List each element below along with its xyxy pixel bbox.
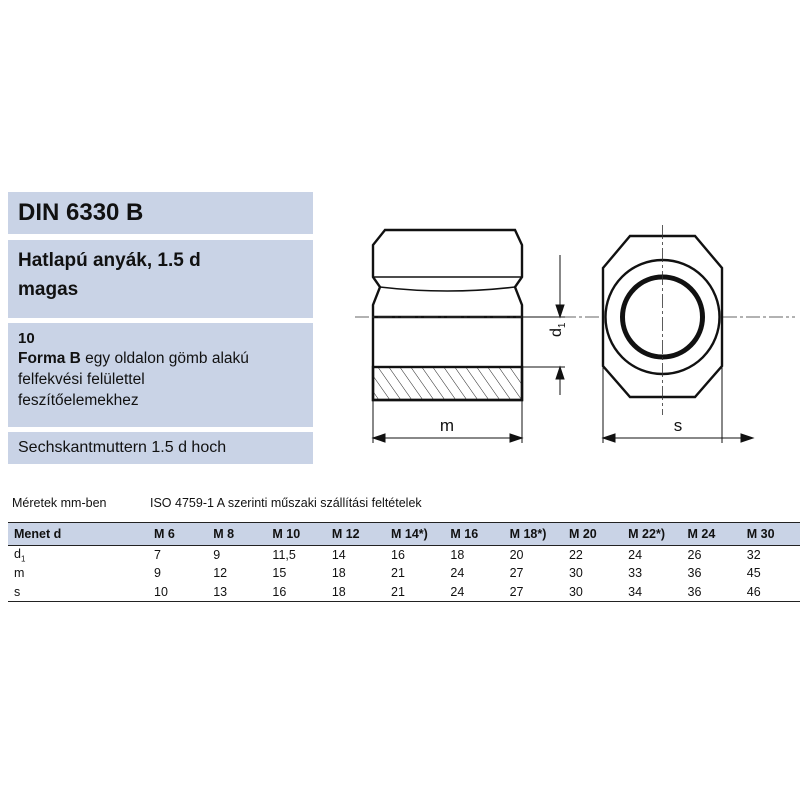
table-cell: 22 (568, 548, 583, 562)
table-cell: 9 (213, 548, 221, 562)
row-label: m (14, 566, 25, 580)
s-label: s (673, 416, 683, 435)
page-title: DIN 6330 B (18, 199, 144, 226)
table-header-cell: M 20 (563, 523, 622, 546)
table-cell: 27 (504, 582, 563, 602)
table-cell: 30 (563, 582, 622, 602)
table-cell: 16 (266, 582, 325, 602)
table-cell: 12 (213, 566, 228, 580)
table-cell: 24 (444, 582, 503, 602)
table-cell: 26 (687, 548, 702, 562)
table-row (8, 582, 800, 602)
subtitle: Hatlapú anyák, 1.5 d magas (18, 250, 201, 300)
table-row (8, 546, 800, 565)
table-cell: 18 (326, 582, 385, 602)
table-cell: 16 (391, 548, 405, 562)
description-box (8, 323, 313, 427)
table-header-cell: M 10 (266, 523, 325, 546)
table-cell: 24 (450, 566, 465, 580)
title-box (8, 192, 313, 234)
nut-drawing (355, 225, 795, 455)
table-header-menet: Menet d (8, 523, 148, 546)
table-cell: 10 (148, 582, 207, 602)
form-description: Forma B egy oldalon gömb alakú felfekvési felülettel feszítőelemekhez (18, 350, 249, 409)
table-header-cell: M 6 (148, 523, 207, 546)
table-cell: 9 (154, 566, 161, 580)
table-header-cell: M 12 (326, 523, 385, 546)
table-cell: 36 (682, 582, 741, 602)
table-cell: 21 (391, 566, 405, 580)
table-header-cell: M 8 (207, 523, 266, 546)
table-cell: 32 (746, 548, 761, 562)
units-note: Méretek mm-ben (12, 496, 107, 510)
nut-front-view (603, 225, 722, 415)
table-cell: 14 (331, 548, 346, 562)
d1-label: $d_1$ (548, 322, 568, 337)
table-header-row (8, 523, 800, 546)
table-cell: 30 (568, 566, 583, 580)
m-label: m (439, 416, 455, 435)
dimension-table (8, 522, 800, 602)
table-cell: 21 (385, 582, 444, 602)
table-header-cell: M 18*) (504, 523, 563, 546)
table-cell: 13 (207, 582, 266, 602)
german-name-box (8, 432, 313, 464)
table-cell: 18 (450, 548, 465, 562)
subtitle-box (8, 240, 313, 318)
table-header-cell: M 30 (741, 523, 800, 546)
table-cell: 34 (622, 582, 681, 602)
row-label: s (8, 582, 148, 602)
table-row (8, 564, 800, 582)
table-cell: 33 (628, 566, 643, 580)
table-cell: 15 (272, 566, 287, 580)
table-header-cell: M 24 (682, 523, 741, 546)
table-cell: 20 (509, 548, 524, 562)
table-cell: 27 (509, 566, 524, 580)
table-header-cell: M 14*) (385, 523, 444, 546)
table-cell: 46 (741, 582, 800, 602)
table-cell: 45 (746, 566, 761, 580)
table-cell: 7 (154, 548, 161, 562)
table-header-cell: M 22*) (622, 523, 681, 546)
grade-number: 10 (18, 330, 35, 347)
table-cell: 11,5 (272, 548, 296, 562)
nut-side-view (373, 230, 522, 400)
row-label: $d_1$ (14, 546, 26, 564)
table-cell: 24 (628, 548, 643, 562)
table-header-cell: M 16 (444, 523, 503, 546)
german-name: Sechskantmuttern 1.5 d hoch (18, 439, 227, 456)
iso-note: ISO 4759-1 A szerinti műszaki szállítási feltételek (150, 496, 422, 510)
table-cell: 18 (331, 566, 346, 580)
table-cell: 36 (687, 566, 702, 580)
